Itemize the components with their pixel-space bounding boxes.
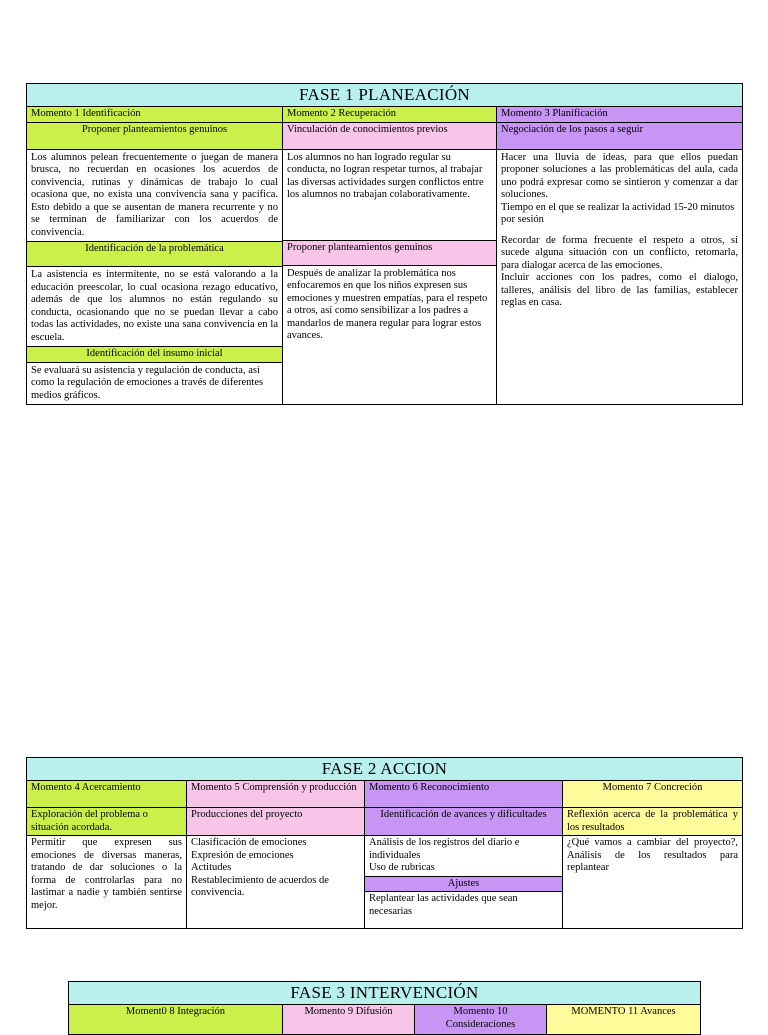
fase2-table: [26, 757, 743, 929]
momento2-text1: Los alumnos no han logrado regular su conducta, no logran respetar turnos, al trabajar las diversas actividades surgen conflictos entre los alumnos no trabajan colaborativamente.: [287, 151, 484, 200]
momento4-sub: Exploración del problema o situación acordada.: [27, 808, 187, 836]
momento3-sub: Negociación de los pasos a seguir: [497, 122, 742, 149]
momento6-header: Momento 6 Reconocimiento: [365, 781, 563, 808]
momento2-header: Momento 2 Recuperación: [283, 107, 496, 122]
momento11-header: MOMENTO 11 Avances: [547, 1005, 701, 1035]
momento7-text: ¿Qué vamos a cambiar del proyecto?, Análisis de los resultados para replantear: [563, 836, 743, 929]
momento2-text2: Después de analizar la problemática nos enfocaremos en que los niños expresen sus emociones y muestren empatías, para el respeto a otros, así como sensibilizar a los padres a mandarlos de manera regular para lograr estos avances.: [287, 267, 488, 341]
momento1-sub: Proponer planteamientos genuinos: [27, 122, 282, 138]
momento2-sub2: Proponer planteamientos genuinos: [283, 240, 496, 266]
momento4-text: Permitir que expresen sus emociones de diversas maneras, tratando de dar soluciones o la forma de controlarlas para no lastimar a nadie y también sentirse mejor.: [27, 836, 187, 929]
momento7-sub: Reflexión acerca de la problemática y los resultados: [563, 808, 743, 836]
fase1-title: FASE 1 PLANEACIÓN: [27, 84, 743, 107]
momento6-text2: Replantear las actividades que sean necesarias: [369, 893, 518, 917]
momento5-line-2: Expresión de emociones: [191, 849, 294, 861]
momento3-text4: Incluir acciones con los padres, como el dialogo, talleres, análisis del libro de las familias, establecer reglas en casa.: [501, 272, 738, 308]
momento5-line-1: Clasificación de emociones: [191, 837, 307, 848]
fase1-table: [26, 83, 743, 405]
momento3-text2: Tiempo en el que se realizar la actividad 15-20 minutos por sesión: [501, 201, 735, 225]
momento6-sub2: Ajustes: [365, 876, 562, 893]
momento8-header: Moment0 8 Integración: [69, 1005, 283, 1035]
momento1-header: Momento 1 Identificación: [31, 108, 141, 119]
momento3-header: Momento 3 Planificación: [501, 108, 608, 119]
momento6-line-1: Análisis de los registros del diario e individuales: [369, 837, 520, 861]
momento1-text2: La asistencia es intermitente, no se está valorando a la educación preescolar, lo cual ocasiona rezago educativo, además de que los alumnos no están regulando su conducta, ocasionando que no se puedan llevar a cabo todas las actividades, no existe una sana convivencia en la escuela.: [31, 269, 278, 343]
momento4-header: Momento 4 Acercamiento: [27, 781, 187, 808]
momento1-sub3: Identificación del insumo inicial: [27, 346, 282, 363]
momento5-line-3: Actitudes: [191, 862, 232, 873]
momento5-line-4: Restablecimiento de acuerdos de convivencia.: [191, 874, 329, 898]
momento6-sub: Identificación de avances y dificultades: [365, 808, 563, 836]
momento1-text1: Los alumnos pelean frecuentemente o juegan de manera brusca, no recuerdan en ocasiones los acuerdos de convivencia, rutinas y dinámicas de trabajo lo cual ocasiona que, no exista una convivencia sana y pacífica. Esto debido a que se ausentan de manera recurrente y no se terminan de familiarizar con los acuerdos de convivencia.: [31, 151, 278, 238]
momento2-sub: Vinculación de conocimientos previos: [283, 122, 496, 149]
momento10-header: Momento 10 Consideraciones: [415, 1005, 547, 1035]
momento3-text1: Hacer una lluvia de ideas, para que ellos puedan proponer soluciones a las problemáticas del aula, cada uno podrá expresar como se sintieron y comenzar a dar soluciones.: [501, 151, 738, 200]
momento1-text3: Se evaluará su asistencia y regulación de conducta, así como la regulación de emociones a través de diferentes medios gráficos.: [31, 364, 264, 401]
momento7-header: Momento 7 Concreción: [563, 781, 743, 808]
momento1-sub2: Identificación de la problemática: [27, 241, 282, 267]
fase2-title: FASE 2 ACCION: [27, 758, 743, 781]
momento6-line-2: Uso de rubricas: [369, 862, 435, 873]
momento5-header: Momento 5 Comprensión y producción: [187, 781, 365, 808]
fase3-table: [68, 981, 701, 1035]
momento5-sub: Producciones del proyecto: [187, 808, 365, 836]
momento3-text3: Recordar de forma frecuente el respeto a otros, si sucede alguna situación con un conflicto, retomarla, para dialogar acerca de las emociones.: [501, 234, 738, 271]
momento9-header: Momento 9 Difusión: [283, 1005, 415, 1035]
fase3-title: FASE 3 INTERVENCIÓN: [69, 982, 701, 1005]
